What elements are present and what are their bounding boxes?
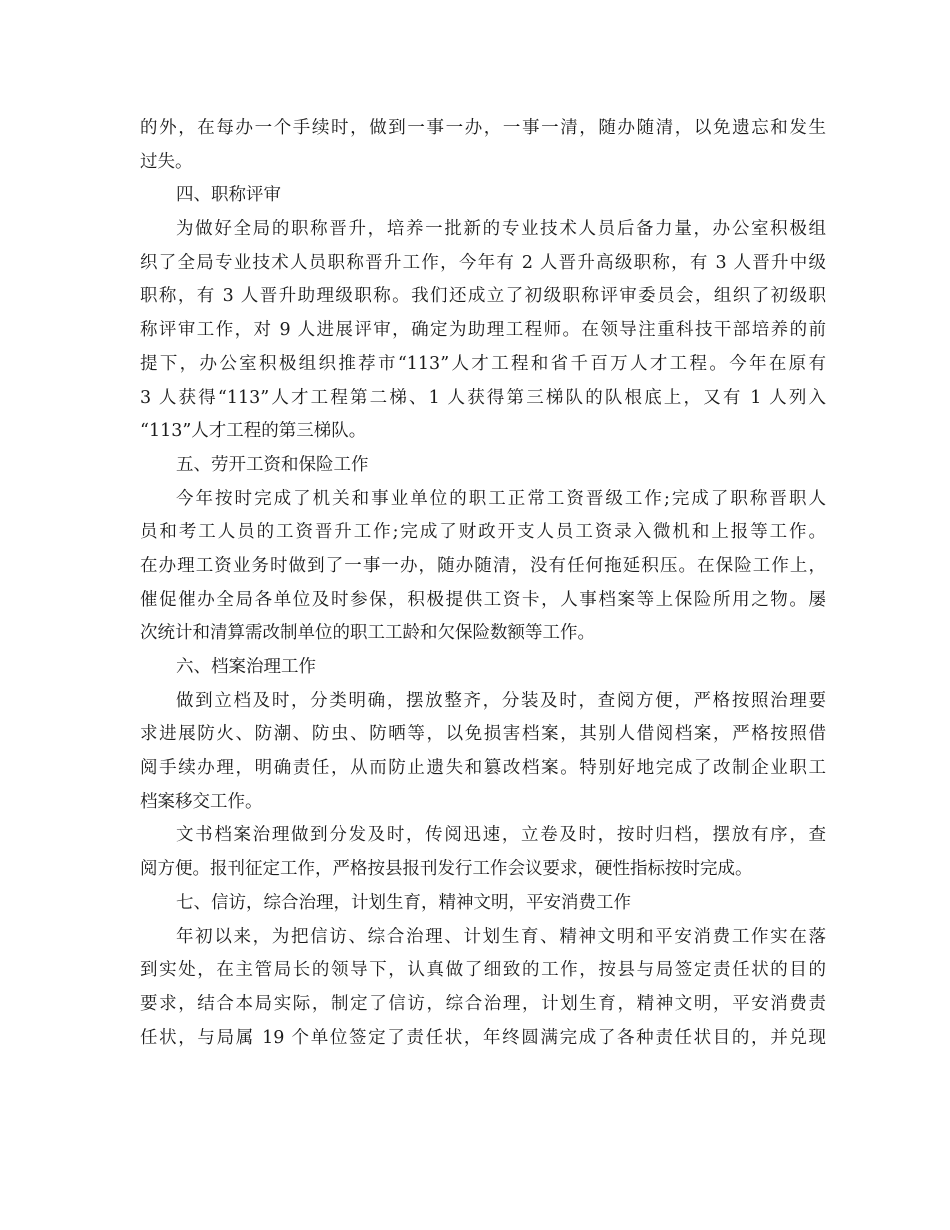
text-line: 员和考工人员的工资晋升工作;完成了财政开支人员工资录入微机和上报等工作。 <box>140 522 826 543</box>
text-line: 阅手续办理，明确责任，从而防止遗失和篡改档案。特别好地完成了改制企业职工 <box>140 758 826 779</box>
text-line: 要求，结合本局实际，制定了信访，综合治理，计划生育，精神文明，平安消费责 <box>140 993 826 1014</box>
text-line: 为做好全局的职称晋升，培养一批新的专业技术人员后备力量，办公室积极组 <box>176 219 826 240</box>
text-line: 称评审工作，对 9 人进展评审，确定为助理工程师。在领导注重科技干部培养的前 <box>140 320 826 341</box>
text-line: 四、职称评审 <box>176 185 281 206</box>
document-page <box>140 112 826 1055</box>
text-line: 催促催办全局各单位及时参保，积极提供工资卡，人事档案等上保险所用之物。屡 <box>140 589 826 610</box>
text-line: 3 人获得“113”人才工程第二梯、1 人获得第三梯队的队根底上，又有 1 人列入 <box>140 387 826 408</box>
text-line: 织了全局专业技术人员职称晋升工作，今年有 2 人晋升高级职称，有 3 人晋升中级 <box>140 252 826 273</box>
text-line: 年初以来，为把信访、综合治理、计划生育、精神文明和平安消费工作实在落 <box>176 926 826 947</box>
text-line: 任状，与局属 19 个单位签定了责任状，年终圆满完成了各种责任状目的，并兑现 <box>140 1027 826 1048</box>
text-line: 阅方便。报刊征定工作，严格按县报刊发行工作会议要求，硬性指标按时完成。 <box>140 859 753 880</box>
text-line: 档案移交工作。 <box>140 791 263 812</box>
text-line: 提下，办公室积极组织推荐市“113”人才工程和省千百万人才工程。今年在原有 <box>140 353 826 374</box>
text-line: 次统计和清算需改制单位的职工工龄和欠保险数额等工作。 <box>140 623 595 644</box>
text-line: 六、档案治理工作 <box>176 657 316 677</box>
text-line: 过失。 <box>140 151 193 172</box>
text-line: 文书档案治理做到分发及时，传阅迅速，立卷及时，按时归档，摆放有序，查 <box>176 825 826 846</box>
text-line: 五、劳开工资和保险工作 <box>176 454 369 475</box>
text-line: 做到立档及时，分类明确，摆放整齐，分装及时，查阅方便，严格按照治理要 <box>176 690 826 711</box>
text-line: “113”人才工程的第三梯队。 <box>140 421 367 442</box>
text-line: 在办理工资业务时做到了一事一办，随办随清，没有任何拖延积压。在保险工作上， <box>140 555 826 576</box>
text-line: 求进展防火、防潮、防虫、防晒等，以免损害档案，其别人借阅档案，严格按照借 <box>140 724 826 745</box>
text-line: 到实处，在主管局长的领导下，认真做了细致的工作，按县与局签定责任状的目的 <box>140 960 826 981</box>
text-line: 职称，有 3 人晋升助理级职称。我们还成立了初级职称评审委员会，组织了初级职 <box>140 286 826 307</box>
text-line: 的外，在每办一个手续时，做到一事一办，一事一清，随办随清，以免遗忘和发生 <box>140 118 826 138</box>
text-line: 七、信访，综合治理，计划生育，精神文明，平安消费工作 <box>176 892 631 913</box>
text-line: 今年按时完成了机关和事业单位的职工正常工资晋级工作;完成了职称晋职人 <box>176 488 826 509</box>
